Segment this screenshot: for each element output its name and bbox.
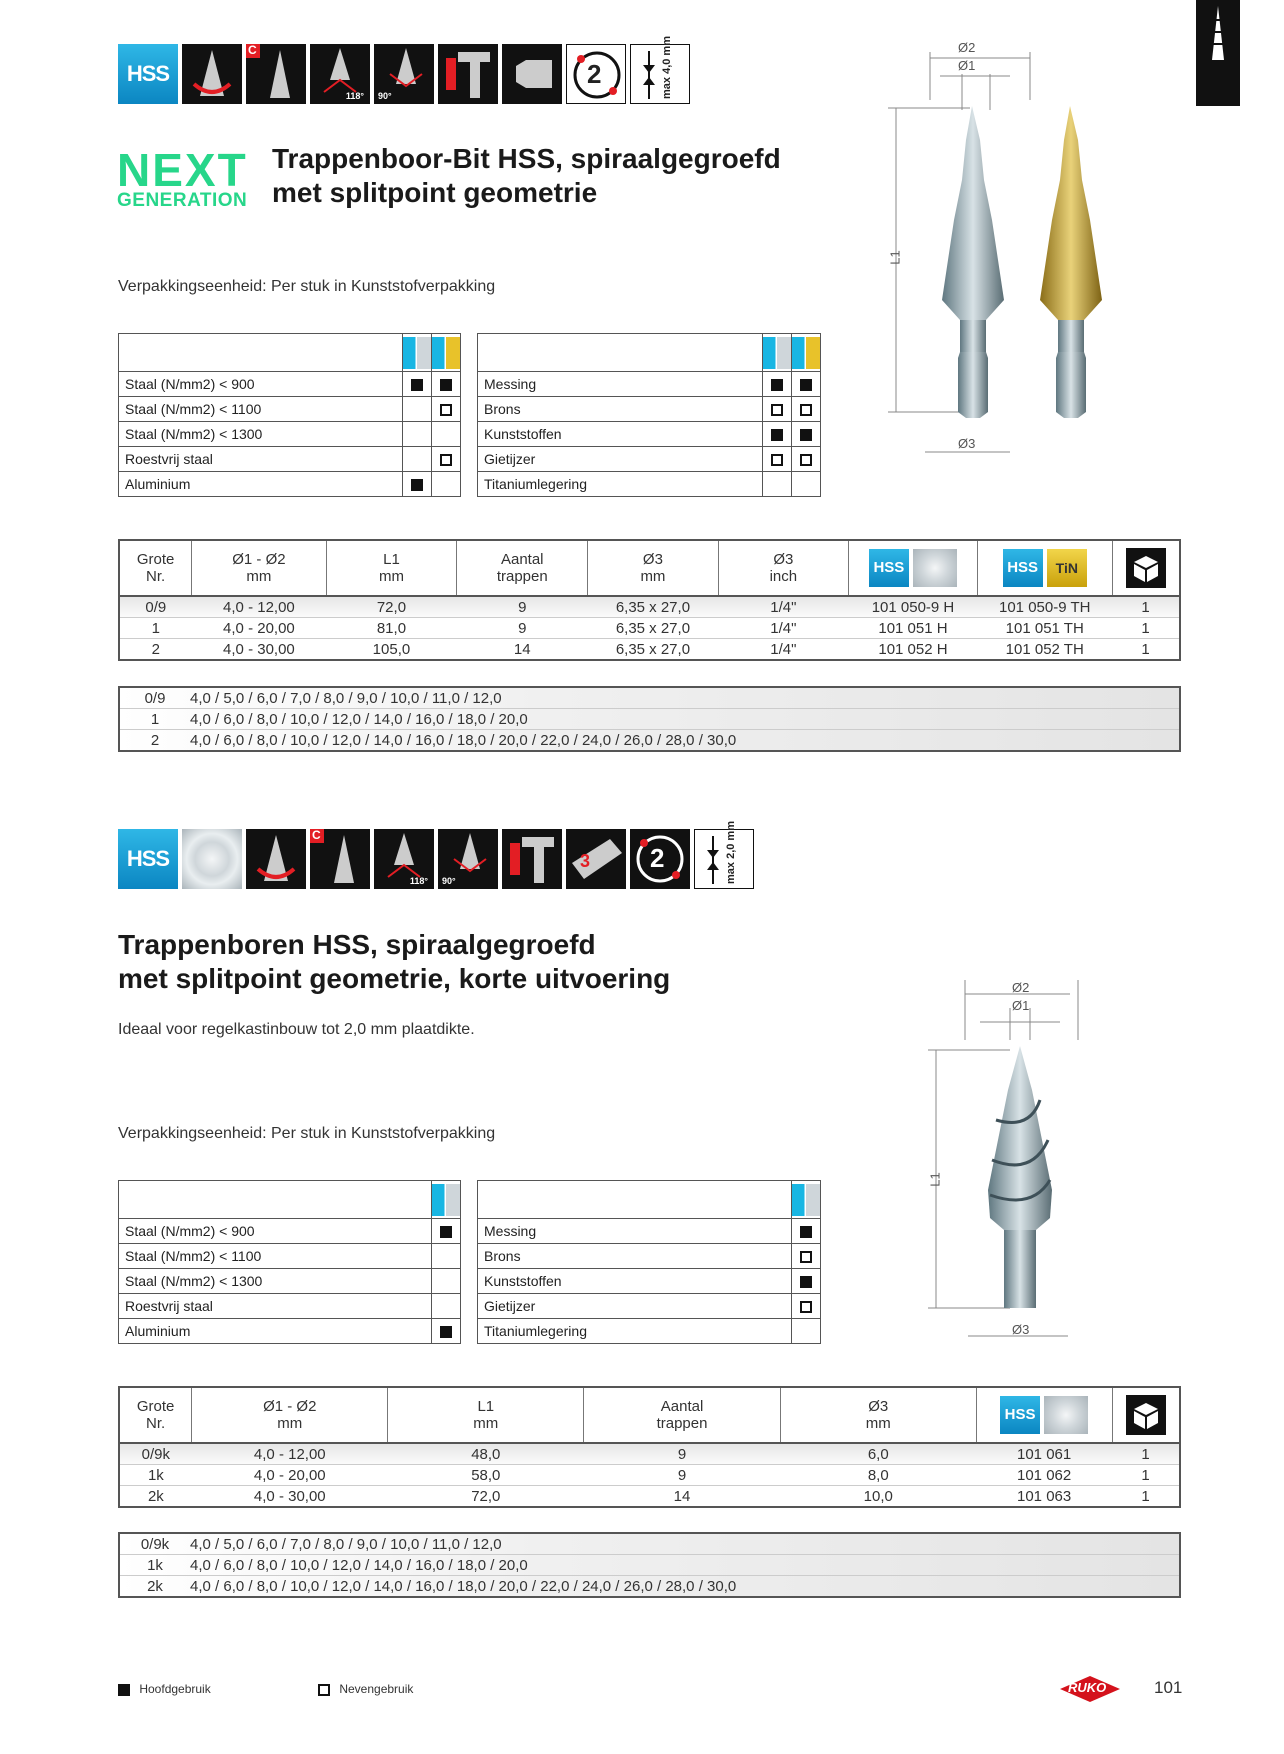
deburring-icon	[438, 44, 498, 104]
three-flat-shank-icon: 3	[566, 829, 626, 889]
dim-d1-label: Ø1	[1012, 998, 1030, 1013]
step-row	[119, 1576, 1180, 1598]
package-icon	[1126, 548, 1166, 588]
usage-cell	[763, 447, 792, 472]
material-row	[478, 472, 821, 497]
empty-square-icon	[440, 454, 452, 466]
feature-icons-2	[118, 821, 754, 889]
step-values: 4,0 / 6,0 / 8,0 / 10,0 / 12,0 / 14,0 / 16,0 / 18,0 / 20,0 / 22,0 / 24,0 / 26,0 / 28,0 / 30,0	[190, 1576, 1180, 1598]
cell-d12: 4,0 - 30,00	[192, 1486, 388, 1508]
cell-d3inch: 1/4"	[718, 639, 848, 661]
usage-cell	[763, 372, 792, 397]
dim-d3-label: Ø3	[958, 436, 976, 451]
product-title-1: Trappenboor-Bit HSS, spiraalgegroefd met splitpoint geometrie	[272, 143, 781, 208]
empty-square-icon	[771, 404, 783, 416]
cell-size: 2	[119, 639, 192, 661]
spiral-flute-icon	[246, 829, 306, 889]
description-text-2: Ideaal voor regelkastinbouw tot 2,0 mm plaatdikte.	[118, 1021, 475, 1038]
hss-swatch	[792, 1184, 820, 1216]
col-diameter: Ø1 - Ø2 mm	[192, 1387, 388, 1443]
step-size: 2k	[119, 1576, 190, 1598]
product-table-1	[118, 539, 1181, 661]
material-row	[478, 1269, 821, 1294]
cell-d12: 4,0 - 12,00	[192, 596, 326, 618]
col-shank-mm: Ø3 mm	[588, 540, 718, 596]
usage-cell	[763, 422, 792, 447]
usage-cell	[403, 372, 432, 397]
step-values: 4,0 / 6,0 / 8,0 / 10,0 / 12,0 / 14,0 / 16,0 / 18,0 / 20,0	[190, 1555, 1180, 1576]
deburring-icon	[502, 829, 562, 889]
material-label: Staal (N/mm2) < 1100	[119, 1244, 432, 1269]
cell-art: 101 062	[976, 1465, 1112, 1486]
usage-cell	[432, 1294, 461, 1319]
hss-icon: HSS	[118, 44, 178, 104]
col-diameter: Ø1 - Ø2 mm	[192, 540, 326, 596]
step-size: 0/9k	[119, 1533, 190, 1555]
usage-cell	[792, 1294, 821, 1319]
usage-cell	[792, 1319, 821, 1344]
usage-cell	[403, 447, 432, 472]
ruko-logo: RUKO	[1060, 1676, 1120, 1702]
cell-d3mm: 8,0	[780, 1465, 976, 1486]
material-table-right-1	[477, 333, 821, 497]
material-row	[478, 422, 821, 447]
usage-cell	[763, 397, 792, 422]
c-marking-icon: C	[246, 44, 306, 104]
legend-secondary-use: Nevengebruik	[318, 1682, 413, 1696]
filled-square-icon	[440, 1326, 452, 1338]
col-art-tin: HSS TiN	[977, 540, 1112, 596]
usage-cell	[432, 372, 461, 397]
material-label: Staal (N/mm2) < 1300	[119, 1269, 432, 1294]
step-row	[119, 1533, 1180, 1555]
step-values: 4,0 / 6,0 / 8,0 / 10,0 / 12,0 / 14,0 / 16,0 / 18,0 / 20,0 / 22,0 / 24,0 / 26,0 / 28,0 / 30,0	[190, 730, 1180, 752]
material-label: Messing	[478, 1219, 792, 1244]
usage-cell	[432, 422, 461, 447]
empty-square-icon	[440, 404, 452, 416]
usage-cell	[432, 447, 461, 472]
cell-size: 0/9k	[119, 1443, 192, 1465]
cell-art1: 101 050-9 H	[849, 596, 978, 618]
empty-square-icon	[800, 1301, 812, 1313]
usage-cell	[792, 372, 821, 397]
filled-square-icon	[800, 379, 812, 391]
filled-square-icon	[411, 379, 423, 391]
cell-d3mm: 6,35 x 27,0	[588, 639, 718, 661]
cell-d12: 4,0 - 20,00	[192, 1465, 388, 1486]
drill-illustration-2	[920, 980, 1070, 1340]
step-values: 4,0 / 6,0 / 8,0 / 10,0 / 12,0 / 14,0 / 16,0 / 18,0 / 20,0	[190, 709, 1180, 730]
empty-square-icon	[800, 454, 812, 466]
cell-size: 0/9	[119, 596, 192, 618]
material-label: Gietijzer	[478, 1294, 792, 1319]
dim-d2-label: Ø2	[958, 40, 976, 55]
page-number: 101	[1154, 1678, 1183, 1697]
bright-finish-icon	[182, 829, 242, 889]
material-row	[478, 1244, 821, 1269]
material-row	[119, 472, 461, 497]
material-label: Staal (N/mm2) < 900	[119, 372, 403, 397]
cell-steps: 9	[457, 596, 588, 618]
filled-square-icon	[411, 479, 423, 491]
empty-square-icon	[318, 1684, 330, 1696]
filled-square-icon	[440, 379, 452, 391]
col-shank-mm: Ø3 mm	[780, 1387, 976, 1443]
two-flutes-icon: 2	[566, 44, 626, 104]
cell-l1: 58,0	[388, 1465, 584, 1486]
empty-square-icon	[800, 1251, 812, 1263]
cell-d3inch: 1/4"	[718, 618, 848, 639]
usage-cell	[432, 1244, 461, 1269]
cell-steps: 9	[584, 1465, 781, 1486]
dim-d3-label: Ø3	[1012, 1322, 1030, 1337]
cell-d3mm: 6,35 x 27,0	[588, 596, 718, 618]
cell-art: 101 061	[976, 1443, 1112, 1465]
cell-art: 101 063	[976, 1486, 1112, 1508]
usage-cell	[403, 422, 432, 447]
cell-d12: 4,0 - 20,00	[192, 618, 326, 639]
split-point-90-icon: 90°	[374, 44, 434, 104]
material-row	[478, 372, 821, 397]
material-label: Titaniumlegering	[478, 1319, 792, 1344]
cell-size: 1k	[119, 1465, 192, 1486]
usage-cell	[763, 472, 792, 497]
filled-square-icon	[771, 379, 783, 391]
hex-shank-icon	[502, 44, 562, 104]
step-row	[119, 687, 1180, 709]
material-row	[119, 1244, 461, 1269]
usage-cell	[403, 397, 432, 422]
drill-illustration-1	[880, 40, 1120, 460]
table-row	[119, 1486, 1180, 1508]
material-label: Titaniumlegering	[478, 472, 763, 497]
table-row	[119, 618, 1180, 639]
cell-d3inch: 1/4"	[718, 596, 848, 618]
col-length: L1 mm	[388, 1387, 584, 1443]
material-row	[119, 1319, 461, 1344]
dim-l1-label: L1	[927, 1172, 943, 1187]
chapter-number: 04	[1250, 73, 1274, 95]
material-row	[478, 1294, 821, 1319]
step-row	[119, 1555, 1180, 1576]
filled-square-icon	[800, 1226, 812, 1238]
material-row	[119, 1269, 461, 1294]
cell-qty: 1	[1112, 639, 1180, 661]
material-table-right-2	[477, 1180, 821, 1344]
material-row	[119, 447, 461, 472]
filled-square-icon	[118, 1684, 130, 1696]
usage-cell	[432, 397, 461, 422]
cell-d12: 4,0 - 12,00	[192, 1443, 388, 1465]
cell-size: 1	[119, 618, 192, 639]
usage-cell	[432, 1319, 461, 1344]
tin-swatch	[792, 337, 820, 369]
usage-cell	[403, 472, 432, 497]
spiral-flute-icon	[182, 44, 242, 104]
cell-d3mm: 6,0	[780, 1443, 976, 1465]
material-label: Roestvrij staal	[119, 447, 403, 472]
material-label: Brons	[478, 397, 763, 422]
material-label: Roestvrij staal	[119, 1294, 432, 1319]
cell-art1: 101 052 H	[849, 639, 978, 661]
package-icon	[1126, 1395, 1166, 1435]
step-values: 4,0 / 5,0 / 6,0 / 7,0 / 8,0 / 9,0 / 10,0 / 11,0 / 12,0	[190, 1533, 1180, 1555]
cell-d3mm: 6,35 x 27,0	[588, 618, 718, 639]
filled-square-icon	[800, 1276, 812, 1288]
cell-art2: 101 052 TH	[977, 639, 1112, 661]
cell-size: 2k	[119, 1486, 192, 1508]
material-label: Gietijzer	[478, 447, 763, 472]
step-sizes-table-2	[118, 1532, 1181, 1598]
step-size: 1	[119, 709, 190, 730]
col-qty	[1112, 1387, 1180, 1443]
col-steps: Aantal trappen	[584, 1387, 781, 1443]
cell-qty: 1	[1112, 1443, 1180, 1465]
usage-cell	[792, 1269, 821, 1294]
step-size: 2	[119, 730, 190, 752]
tin-swatch	[432, 337, 460, 369]
cell-steps: 9	[457, 618, 588, 639]
hss-swatch	[432, 1184, 460, 1216]
empty-square-icon	[771, 454, 783, 466]
filled-square-icon	[771, 429, 783, 441]
cell-l1: 48,0	[388, 1443, 584, 1465]
hss-icon: HSS	[118, 829, 178, 889]
material-row	[119, 1219, 461, 1244]
material-label: Staal (N/mm2) < 1300	[119, 422, 403, 447]
material-label: Messing	[478, 372, 763, 397]
col-steps: Aantal trappen	[457, 540, 588, 596]
max-thickness-icon: max 2,0 mm	[694, 829, 754, 889]
dim-d1-label: Ø1	[958, 58, 976, 73]
col-art-hss: HSS	[849, 540, 978, 596]
table-row	[119, 596, 1180, 618]
cell-l1: 105,0	[326, 639, 457, 661]
step-row	[119, 709, 1180, 730]
col-shank-inch: Ø3 inch	[718, 540, 848, 596]
cell-qty: 1	[1112, 1486, 1180, 1508]
material-row	[478, 1319, 821, 1344]
usage-cell	[432, 1269, 461, 1294]
cell-d3mm: 10,0	[780, 1486, 976, 1508]
cell-d12: 4,0 - 30,00	[192, 639, 326, 661]
usage-cell	[792, 422, 821, 447]
dim-l1-label: L1	[887, 250, 903, 265]
two-flutes-icon: 2	[630, 829, 690, 889]
cell-qty: 1	[1112, 1465, 1180, 1486]
material-label: Kunststoffen	[478, 1269, 792, 1294]
cell-l1: 72,0	[326, 596, 457, 618]
packaging-text-1: Verpakkingseenheid: Per stuk in Kunststofverpakking	[118, 278, 496, 295]
step-values: 4,0 / 5,0 / 6,0 / 7,0 / 8,0 / 9,0 / 10,0 / 11,0 / 12,0	[190, 687, 1180, 709]
usage-cell	[432, 472, 461, 497]
usage-cell	[792, 397, 821, 422]
material-label: Staal (N/mm2) < 1100	[119, 397, 403, 422]
cell-art2: 101 050-9 TH	[977, 596, 1112, 618]
usage-cell	[432, 1219, 461, 1244]
material-row	[119, 397, 461, 422]
material-row	[119, 422, 461, 447]
material-label: Aluminium	[119, 472, 403, 497]
c-marking-icon: C	[310, 829, 370, 889]
point-angle-118-icon: 118°	[310, 44, 370, 104]
hss-swatch	[763, 337, 791, 369]
col-art-hss: HSS	[976, 1387, 1112, 1443]
chapter-tab	[1196, 0, 1274, 106]
hss-swatch	[403, 337, 431, 369]
split-point-90-icon: 90°	[438, 829, 498, 889]
packaging-text-2: Verpakkingseenheid: Per stuk in Kunststofverpakking	[118, 1125, 496, 1142]
material-row	[119, 372, 461, 397]
material-label: Aluminium	[119, 1319, 432, 1344]
cell-steps: 9	[584, 1443, 781, 1465]
step-sizes-table-1	[118, 686, 1181, 752]
product-title-2: Trappenboren HSS, spiraalgegroefd met splitpoint geometrie, korte uitvoering	[118, 929, 671, 994]
empty-square-icon	[800, 404, 812, 416]
cell-steps: 14	[584, 1486, 781, 1508]
cell-art2: 101 051 TH	[977, 618, 1112, 639]
legend-main-use: Hoofdgebruik	[118, 1682, 211, 1696]
product-table-2	[118, 1386, 1181, 1508]
material-row	[119, 1294, 461, 1319]
cell-l1: 72,0	[388, 1486, 584, 1508]
material-row	[478, 447, 821, 472]
col-length: L1 mm	[326, 540, 457, 596]
cell-art1: 101 051 H	[849, 618, 978, 639]
material-table-left-1	[118, 333, 461, 497]
table-row	[119, 1443, 1180, 1465]
material-label: Staal (N/mm2) < 900	[119, 1219, 432, 1244]
cell-l1: 81,0	[326, 618, 457, 639]
col-size: Grote Nr.	[119, 1387, 192, 1443]
material-row	[478, 397, 821, 422]
cell-qty: 1	[1112, 596, 1180, 618]
material-label: Kunststoffen	[478, 422, 763, 447]
material-table-left-2	[118, 1180, 461, 1344]
usage-cell	[792, 472, 821, 497]
cell-qty: 1	[1112, 618, 1180, 639]
feature-icons-1	[118, 36, 690, 104]
material-label: Brons	[478, 1244, 792, 1269]
dim-d2-label: Ø2	[1012, 980, 1030, 995]
filled-square-icon	[440, 1226, 452, 1238]
col-qty	[1112, 540, 1180, 596]
step-row	[119, 730, 1180, 752]
cell-steps: 14	[457, 639, 588, 661]
max-thickness-icon: max 4,0 mm	[630, 44, 690, 104]
step-drill-icon	[1196, 0, 1240, 70]
step-size: 0/9	[119, 687, 190, 709]
next-generation-logo: NEXT GENERATION	[117, 144, 248, 211]
material-row	[478, 1219, 821, 1244]
point-angle-118-icon: 118°	[374, 829, 434, 889]
usage-cell	[792, 1244, 821, 1269]
table-row	[119, 639, 1180, 661]
step-size: 1k	[119, 1555, 190, 1576]
col-size: Grote Nr.	[119, 540, 192, 596]
filled-square-icon	[800, 429, 812, 441]
usage-cell	[792, 1219, 821, 1244]
table-row	[119, 1465, 1180, 1486]
usage-cell	[792, 447, 821, 472]
